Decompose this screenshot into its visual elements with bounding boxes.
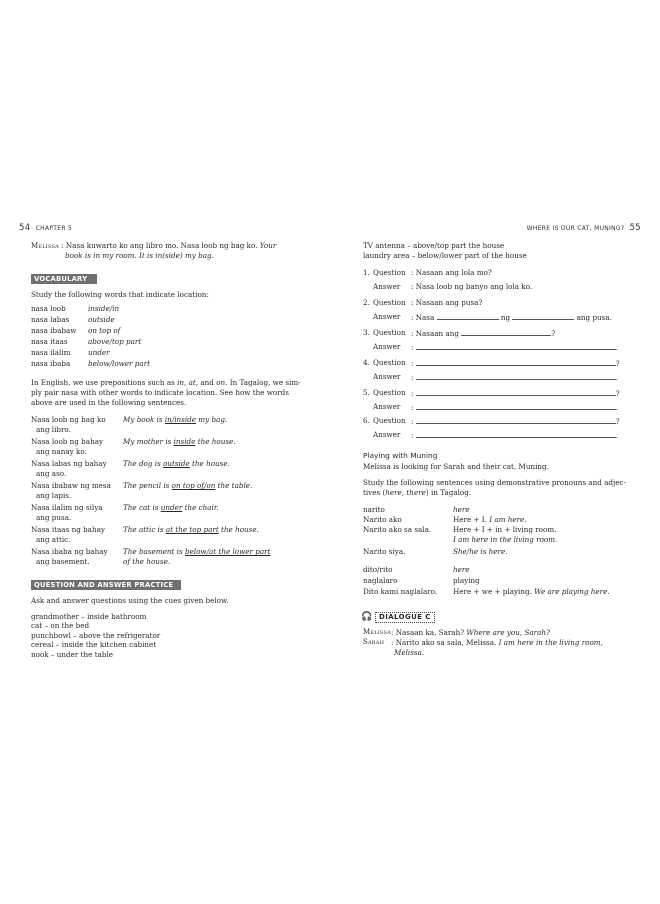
question-number: 1. xyxy=(363,268,370,277)
question-text: : Nasaan ang ? xyxy=(411,329,556,338)
intro-english: Your xyxy=(259,241,277,250)
blank-line xyxy=(416,416,616,424)
answer-text: : Nasa loob ng banyo ang lola ko. xyxy=(411,282,533,291)
dialogue-english: Where are you, Sarah? xyxy=(464,628,550,637)
demo-tagalog: dito/rito xyxy=(363,565,393,574)
demo-gloss: Here + we + playing. xyxy=(453,587,532,596)
vocab-tagalog: nasa labas xyxy=(31,315,70,324)
demo-english xyxy=(453,587,610,596)
example-english: The dog is outside the house. xyxy=(123,459,230,468)
demo-tagalog: Narito ako xyxy=(363,515,402,524)
example-row-cont: ang libro. xyxy=(36,425,71,434)
question-number: 5. xyxy=(363,388,370,397)
demo-english xyxy=(453,535,557,544)
demo-gloss: She/he is here. xyxy=(453,547,508,556)
vocab-english: above/top part xyxy=(88,337,142,346)
chapter-title: WHERE IS OUR CAT, MUNING? xyxy=(526,225,625,232)
para-line-2: ply pair nasa with other words to indicate location. See how the words xyxy=(31,388,289,397)
study-line-1: Study the following sentences using demonstrative pronouns and adjec- xyxy=(363,478,626,487)
example-underlined: on top of/on xyxy=(171,481,216,490)
example-underlined: at the top part xyxy=(165,525,219,534)
question-label: Question xyxy=(373,268,406,277)
dialogue-english-cont: Melissa. xyxy=(394,648,425,657)
playing-subtitle: Melissa is looking for Sarah and their cat, Muning. xyxy=(363,462,549,471)
cue-line: TV antenna – above/top part the house xyxy=(363,241,505,250)
blank-line xyxy=(512,312,574,320)
vocab-english: outside xyxy=(88,315,115,324)
blank-line xyxy=(437,312,499,320)
answer-text: : . xyxy=(411,431,619,440)
example-tagalog: Nasa labas ng bahay xyxy=(31,459,107,468)
blank-line xyxy=(416,388,616,396)
example-underlined: under xyxy=(160,503,183,512)
answer-label: Answer xyxy=(373,430,401,439)
qa-intro: Ask and answer questions using the cues given below. xyxy=(31,596,229,605)
demo-gloss: playing xyxy=(453,576,480,585)
intro-line-2: book is in my room. It is in(side) my bag. xyxy=(65,251,214,260)
question-label: Question xyxy=(373,298,406,307)
vocab-english: inside/in xyxy=(88,304,120,313)
blank-line xyxy=(416,430,616,438)
question-label: Question xyxy=(373,388,406,397)
question-label: Question xyxy=(373,358,406,367)
demo-gloss: here xyxy=(453,505,470,514)
example-row-cont: ang attic. xyxy=(36,535,71,544)
demo-english xyxy=(453,576,480,585)
demo-tagalog: Dito kami naglalaro. xyxy=(363,587,438,596)
example-tagalog: Nasa ilalim ng silya xyxy=(31,503,103,512)
question-text: : Nasaan ang lola mo? xyxy=(411,268,492,277)
answer-text: : . xyxy=(411,373,619,382)
demo-gloss: I am here in the living room. xyxy=(453,535,558,544)
demo-gloss: Here + I + in + living room. xyxy=(453,525,557,534)
intro-tagalog: Nasa kuwarto ko ang libro mo. Nasa loob ng bag ko. xyxy=(65,241,258,250)
cue-item: grandmother – inside bathroom xyxy=(31,612,147,621)
blank-line xyxy=(461,328,551,336)
demo-english xyxy=(453,505,470,514)
cue-item: punchbowl – above the refrigerator xyxy=(31,630,161,640)
dialogue-text: : Nasaan ka, Sarah? Where are you, Sarah? xyxy=(391,628,550,637)
vocab-intro: Study the following words that indicate location: xyxy=(31,290,209,299)
example-tagalog: Nasa itaas ng bahay xyxy=(31,525,105,534)
demo-english xyxy=(453,525,556,534)
answer-text: : . xyxy=(411,403,619,412)
example-english-cont: of the house. xyxy=(123,557,171,566)
demo-gloss: Here + I. xyxy=(453,515,487,524)
answer-label: Answer xyxy=(373,282,401,291)
dialogue-c-label: DIALOGUE C xyxy=(375,612,435,623)
question-number: 2. xyxy=(363,298,370,307)
answer-label: Answer xyxy=(373,312,401,321)
question-number: 4. xyxy=(363,358,370,367)
qa-practice-heading: QUESTION AND ANSWER PRACTICE xyxy=(31,580,181,590)
answer-text: : . xyxy=(411,343,619,352)
example-row-cont: ang nanay ko. xyxy=(36,447,87,456)
example-english: The pencil is on top of/on the table. xyxy=(123,481,253,490)
question-label: Question xyxy=(373,328,406,337)
vocab-tagalog: nasa ibaba xyxy=(31,359,71,368)
example-tagalog: Nasa ibaba ng bahay xyxy=(31,547,108,556)
cue-item: nook – under the table xyxy=(31,649,114,659)
example-english: The basement is below/at the lower part xyxy=(123,547,271,556)
para-line-3: above are used in the following sentences. xyxy=(31,398,187,407)
demo-tagalog: naglalaro xyxy=(363,576,398,585)
example-english: The attic is at the top part the house. xyxy=(123,525,259,534)
para-line-1: In English, we use prepositions such as in, at, and on. In Tagalog, we sim- xyxy=(31,378,301,387)
vocab-english: on top of xyxy=(88,326,121,335)
question-text: : ? xyxy=(411,389,620,398)
example-row-cont: ang basement. xyxy=(36,557,90,566)
cue-line: laundry area – below/lower part of the house xyxy=(363,251,527,260)
question-label: Question xyxy=(373,416,406,425)
question-number: 6. xyxy=(363,416,370,425)
demo-gloss: here xyxy=(453,565,470,574)
demo-tagalog: narito xyxy=(363,505,385,514)
playing-title: Playing with Muning xyxy=(363,451,438,460)
vocabulary-heading: VOCABULARY xyxy=(31,274,97,284)
chapter-label: CHAPTER 5 xyxy=(35,225,73,232)
vocab-english: below/lower part xyxy=(88,359,151,368)
left-running-head xyxy=(16,223,72,233)
cue-item: cat – on the bed xyxy=(31,621,90,631)
example-english: My mother is inside the house. xyxy=(123,437,236,446)
cue-item: cereal – inside the kitchen cabinet xyxy=(31,640,157,650)
blank-line xyxy=(416,372,616,380)
question-number: 3. xyxy=(363,328,370,337)
question-text: : ? xyxy=(411,417,620,426)
demo-english xyxy=(453,515,527,524)
intro-line-1: Melissa : Nasa kuwarto ko ang libro mo. Nasa loob ng bag ko. Your xyxy=(31,241,277,250)
speaker-name: Melissa xyxy=(363,628,391,636)
answer-label: Answer xyxy=(373,372,401,381)
page-number: 54 xyxy=(19,223,31,233)
example-row-cont: ang aso. xyxy=(36,469,67,478)
speaker-name: Sarah xyxy=(363,638,385,646)
blank-line xyxy=(416,342,616,350)
example-row-cont: ang lapis. xyxy=(36,491,72,500)
answer-label: Answer xyxy=(373,402,401,411)
vocab-english: under xyxy=(88,348,110,357)
example-english: My book is in/inside my bag. xyxy=(123,415,228,424)
question-text: : Nasaan ang pusa? xyxy=(411,298,483,307)
demo-translation: I am here. xyxy=(486,515,527,524)
vocab-tagalog: nasa loob xyxy=(31,304,66,313)
blank-line xyxy=(416,402,616,410)
study-line-2: tives (here, there) in Tagalog. xyxy=(363,488,472,497)
example-english: The cat is under the chair. xyxy=(123,503,219,512)
demo-english xyxy=(453,565,470,574)
headphones-icon: 🎧 xyxy=(361,612,373,622)
example-underlined: inside xyxy=(173,437,196,446)
example-underlined: in/inside xyxy=(164,415,196,424)
demo-english xyxy=(453,547,508,556)
right-running-head xyxy=(527,223,644,233)
example-underlined: outside xyxy=(163,459,190,468)
demo-translation: We are playing here. xyxy=(531,587,610,596)
example-tagalog: Nasa ibabaw ng mesa xyxy=(31,481,111,490)
right-page xyxy=(330,0,660,904)
demo-tagalog: Narito siya. xyxy=(363,547,406,556)
answer-text: : Nasa ng ang pusa. xyxy=(411,313,612,322)
blank-line xyxy=(416,358,616,366)
demo-tagalog: Narito ako sa sala. xyxy=(363,525,432,534)
question-text: : ? xyxy=(411,359,620,368)
example-underlined: below/at the lower part xyxy=(184,547,271,556)
dialogue-text: : Narito ako sa sala, Melissa. I am here in the living room, xyxy=(391,638,603,647)
vocab-tagalog: nasa ilalim xyxy=(31,348,71,357)
answer-label: Answer xyxy=(373,342,401,351)
dialogue-english: I am here in the living room, xyxy=(496,638,603,647)
example-tagalog: Nasa loob ng bahay xyxy=(31,437,104,446)
vocab-tagalog: nasa ibabaw xyxy=(31,326,77,335)
page-number: 55 xyxy=(629,223,641,233)
example-row-cont: ang pusa. xyxy=(36,513,72,522)
vocab-tagalog: nasa itaas xyxy=(31,337,68,346)
example-tagalog: Nasa loob ng bag ko xyxy=(31,415,106,424)
speaker-name: Melissa xyxy=(31,242,59,250)
